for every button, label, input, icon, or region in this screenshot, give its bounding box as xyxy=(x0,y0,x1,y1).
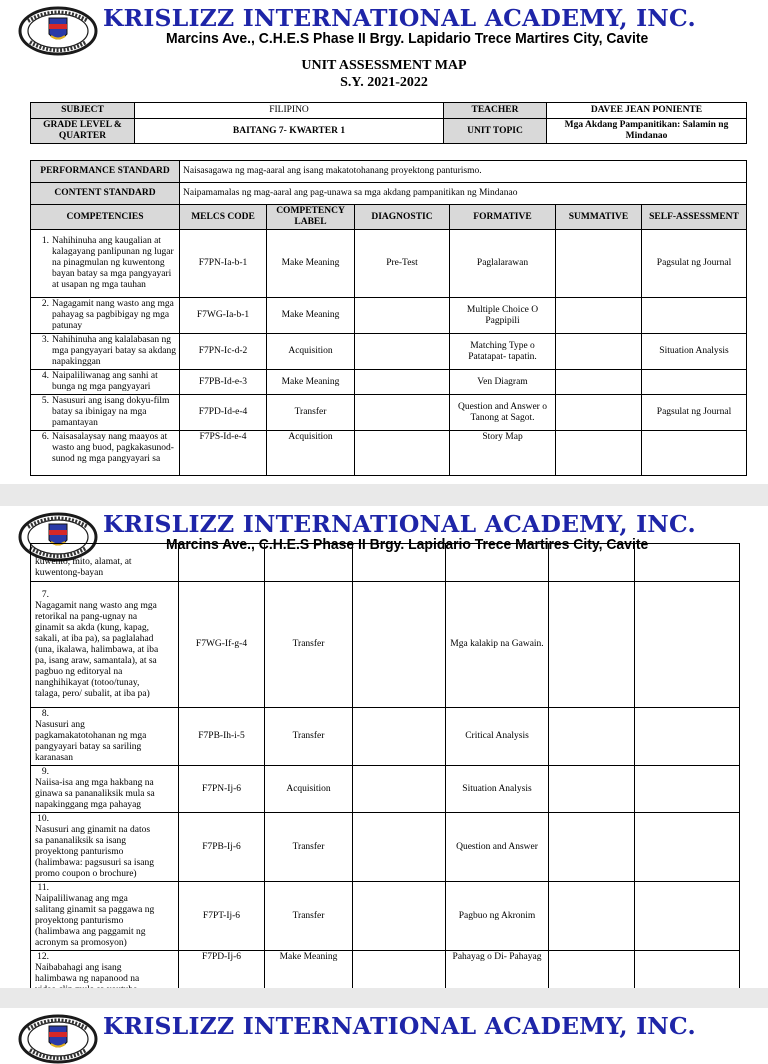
subject-value: FILIPINO xyxy=(135,103,444,119)
self-assessment-cell xyxy=(642,298,747,334)
melcs-code: F7PN-Ic-d-2 xyxy=(180,334,267,370)
self-assessment-cell xyxy=(635,544,740,582)
diagnostic-cell xyxy=(355,431,450,476)
competency-cell xyxy=(31,708,179,766)
competency-number: 10. xyxy=(37,814,49,824)
competency-cell xyxy=(31,334,180,370)
info-table xyxy=(30,102,747,144)
self-assessment-cell xyxy=(635,813,740,882)
performance-standard-label: PERFORMANCE STANDARD xyxy=(31,161,180,183)
competency-text: Naipaliliwanag ang sanhi at bunga ng mga pangyayari xyxy=(52,371,158,392)
competency-label: Transfer xyxy=(265,882,353,951)
formative-cell: Situation Analysis xyxy=(446,766,549,813)
competency-text: Nahihinuha ang kaugalian at kalagayang panlipunan ng lugar na pinagmulan ng kuwentong bayan batay sa mga pangyayari at usapan ng mga tauhan xyxy=(52,236,174,290)
competency-row xyxy=(31,882,740,951)
competency-row xyxy=(31,813,740,882)
melcs-code: F7PS-Id-e-4 xyxy=(180,431,267,476)
summative-cell xyxy=(549,882,635,951)
summative-cell xyxy=(549,708,635,766)
melcs-code: F7PD-Id-e-4 xyxy=(180,395,267,431)
competency-number: 2. xyxy=(41,299,49,309)
self-assessment-cell xyxy=(642,370,747,395)
formative-cell: Paglalarawan xyxy=(450,230,556,298)
page-gap xyxy=(0,988,768,1008)
competency-number: 6. xyxy=(41,432,49,442)
letterhead xyxy=(0,0,768,56)
summative-cell xyxy=(556,395,642,431)
col-melcs-code: MELCS CODE xyxy=(180,205,267,230)
competency-row xyxy=(31,334,747,370)
competency-text: Nasusuri ang pagkamakatotohanan ng mga pangyayari batay sa sariling karanasan xyxy=(35,720,147,763)
summative-cell xyxy=(549,813,635,882)
summative-cell xyxy=(556,298,642,334)
col-diagnostic: DIAGNOSTIC xyxy=(355,205,450,230)
diagnostic-cell xyxy=(353,708,446,766)
competency-cell xyxy=(31,370,180,395)
competency-label: Acquisition xyxy=(267,334,355,370)
competency-cell xyxy=(31,431,180,476)
self-assessment-cell xyxy=(635,582,740,708)
melcs-code: F7WG-If-g-4 xyxy=(179,582,265,708)
competency-label: Transfer xyxy=(265,582,353,708)
school-year: S.Y. 2021-2022 xyxy=(340,75,428,90)
summative-cell xyxy=(556,230,642,298)
school-address: Marcins Ave., C.H.E.S Phase II Brgy. Lapidario Trece Martires City, Cavite xyxy=(166,536,649,553)
col-self-assessment: SELF-ASSESSMENT xyxy=(642,205,747,230)
self-assessment-cell xyxy=(635,708,740,766)
formative-cell: Question and Answer o Tanong at Sagot. xyxy=(450,395,556,431)
competency-label: Transfer xyxy=(265,813,353,882)
teacher-label: TEACHER xyxy=(444,103,547,119)
subject-label: SUBJECT xyxy=(31,103,135,119)
content-standard-label: CONTENT STANDARD xyxy=(31,183,180,205)
summative-cell xyxy=(556,334,642,370)
assessment-table-page1 xyxy=(30,160,747,476)
school-name: KRISLIZZ INTERNATIONAL ACADEMY, INC. xyxy=(103,510,696,538)
competency-label: Transfer xyxy=(265,708,353,766)
competency-label: Acquisition xyxy=(267,431,355,476)
competency-cell xyxy=(31,544,179,582)
col-competency-label: COMPETENCY LABEL xyxy=(267,205,355,230)
grade-value: BAITANG 7- KWARTER 1 xyxy=(135,119,444,144)
competency-number: 11. xyxy=(37,883,49,893)
competency-text: Nagagamit nang wasto ang mga pahayag sa pagbibigay ng mga patunay xyxy=(52,299,174,331)
summative-cell xyxy=(549,582,635,708)
formative-cell: Critical Analysis xyxy=(446,708,549,766)
content-standard: Naipamamalas ng mag-aaral ang pag-unawa sa mga akdang pampanitikan ng Mindanao xyxy=(180,183,747,205)
school-logo xyxy=(18,1014,98,1064)
diagnostic-cell xyxy=(353,544,446,582)
assessment-table-page2 xyxy=(30,543,740,998)
diagnostic-cell xyxy=(353,766,446,813)
col-formative: FORMATIVE xyxy=(450,205,556,230)
competency-cell xyxy=(31,298,180,334)
diagnostic-cell xyxy=(353,813,446,882)
competency-row xyxy=(31,431,747,476)
competency-number: 5. xyxy=(41,396,49,406)
competency-cell xyxy=(31,882,179,951)
competency-cell xyxy=(31,395,180,431)
competency-row xyxy=(31,708,740,766)
page-gap xyxy=(0,484,768,506)
competency-text: Nagagamit nang wasto ang mga retorikal na pang-ugnay na ginamit sa akda (kung, kapag, sakali, at iba pa), sa paglalahad (una, ikalawa, halimbawa, at iba pa, isang araw, samantala), at sa pagbuo ng editoryal na nanghihikayat (totoo/tunay, talaga, pero/ subalit, at iba pa) xyxy=(35,600,159,699)
self-assessment-cell xyxy=(635,882,740,951)
competency-row xyxy=(31,766,740,813)
competency-row xyxy=(31,582,740,708)
competency-row xyxy=(31,298,747,334)
self-assessment-cell: Situation Analysis xyxy=(642,334,747,370)
self-assessment-cell xyxy=(635,766,740,813)
competency-cell xyxy=(31,582,179,708)
competency-label: Acquisition xyxy=(265,766,353,813)
competency-text: Nasusuri ang isang dokyu-film batay sa ibinigay na mga pamantayan xyxy=(52,396,170,428)
document-title: UNIT ASSESSMENT MAP xyxy=(301,58,467,73)
competency-number: 9. xyxy=(41,767,49,777)
grade-label: GRADE LEVEL & QUARTER xyxy=(31,119,135,144)
competency-row xyxy=(31,230,747,298)
formative-cell: Story Map xyxy=(450,431,556,476)
school-logo xyxy=(18,6,98,56)
teacher-value: DAVEE JEAN PONIENTE xyxy=(547,103,747,119)
competency-text: Naipaliliwanag ang mga salitang ginamit sa paggawa ng proyektong panturismo (halimbawa ang paggamit ng acronym sa promosyon) xyxy=(35,894,155,948)
competency-row xyxy=(31,395,747,431)
diagnostic-cell xyxy=(353,582,446,708)
school-name: KRISLIZZ INTERNATIONAL ACADEMY, INC. xyxy=(103,4,696,32)
melcs-code: F7PN-Ij-6 xyxy=(179,766,265,813)
competency-cell xyxy=(31,230,180,298)
competency-label: Make Meaning xyxy=(267,298,355,334)
melcs-code: F7PN-Ia-b-1 xyxy=(180,230,267,298)
self-assessment-cell: Pagsulat ng Journal xyxy=(642,395,747,431)
melcs-code: F7PD-Ij-6 xyxy=(179,951,265,998)
competency-text: Naibabahagi ang isang halimbawa ng napanood na xyxy=(35,963,140,984)
self-assessment-cell xyxy=(642,431,747,476)
competency-text: Naiisa-isa ang mga hakbang na ginawa sa pananaliksik mula sa napakinggang mga pahayag xyxy=(35,778,155,810)
summative-cell xyxy=(549,544,635,582)
diagnostic-cell xyxy=(355,395,450,431)
competency-text: kuwento, mito, alamat, at kuwentong-bayan xyxy=(35,557,132,578)
summative-cell xyxy=(556,431,642,476)
formative-cell: Multiple Choice O Pagpipili xyxy=(450,298,556,334)
competency-label xyxy=(265,544,353,582)
formative-cell: Matching Type o Patatapat- tapatin. xyxy=(450,334,556,370)
topic-label: UNIT TOPIC xyxy=(444,119,547,144)
summative-cell xyxy=(549,766,635,813)
competency-label: Make Meaning xyxy=(265,951,353,998)
formative-cell: Ven Diagram xyxy=(450,370,556,395)
melcs-code: F7WG-Ia-b-1 xyxy=(180,298,267,334)
competency-label: Transfer xyxy=(267,395,355,431)
diagnostic-cell xyxy=(353,882,446,951)
self-assessment-cell: Pagsulat ng Journal xyxy=(642,230,747,298)
competency-text: Nasusuri ang ginamit na datos sa pananaliksik sa isang proyektong panturismo (halimbawa: pagsusuri sa isang promo coupon o brochure) xyxy=(35,825,154,879)
melcs-code: F7PT-Ij-6 xyxy=(179,882,265,951)
col-summative: SUMMATIVE xyxy=(556,205,642,230)
diagnostic-cell xyxy=(355,334,450,370)
competency-cell xyxy=(31,766,179,813)
melcs-code: F7PB-Ih-i-5 xyxy=(179,708,265,766)
competency-row xyxy=(31,370,747,395)
formative-cell: Pahayag o Di- Pahayag xyxy=(446,951,549,998)
melcs-code: F7PB-Id-e-3 xyxy=(180,370,267,395)
school-address: Marcins Ave., C.H.E.S Phase II Brgy. Lapidario Trece Martires City, Cavite xyxy=(166,30,649,47)
melcs-code: F7PB-Ij-6 xyxy=(179,813,265,882)
letterhead-page3 xyxy=(0,1008,768,1064)
competency-number: 3. xyxy=(41,335,49,345)
diagnostic-cell xyxy=(355,298,450,334)
competency-label: Make Meaning xyxy=(267,370,355,395)
diagnostic-cell: Pre-Test xyxy=(355,230,450,298)
col-competencies: COMPETENCIES xyxy=(31,205,180,230)
competency-row xyxy=(31,544,740,582)
competency-number: 8. xyxy=(41,709,49,719)
school-name: KRISLIZZ INTERNATIONAL ACADEMY, INC. xyxy=(103,1012,696,1040)
competency-text: Nahihinuha ang kalalabasan ng mga pangyayari batay sa akdang napakinggan xyxy=(52,335,176,367)
competency-number: 7. xyxy=(41,589,49,600)
performance-standard: Naisasagawa ng mag-aaral ang isang makatotohanang proyektong panturismo. xyxy=(180,161,747,183)
competency-label: Make Meaning xyxy=(267,230,355,298)
competency-number: 4. xyxy=(41,371,49,381)
formative-cell: Pagbuo ng Akronim xyxy=(446,882,549,951)
diagnostic-cell xyxy=(355,370,450,395)
competency-cell xyxy=(31,813,179,882)
formative-cell xyxy=(446,544,549,582)
formative-cell: Mga kalakip na Gawain. xyxy=(446,582,549,708)
summative-cell xyxy=(556,370,642,395)
competency-text: Naisasalaysay nang maayos at wasto ang buod, pagkakasunod-sunod ng mga pangyayari sa xyxy=(52,432,174,464)
melcs-code xyxy=(179,544,265,582)
topic-value: Mga Akdang Pampanitikan: Salamin ng Mindanao xyxy=(547,119,747,144)
competency-number: 1. xyxy=(41,236,49,246)
formative-cell: Question and Answer xyxy=(446,813,549,882)
competency-number: 12. xyxy=(37,952,49,962)
